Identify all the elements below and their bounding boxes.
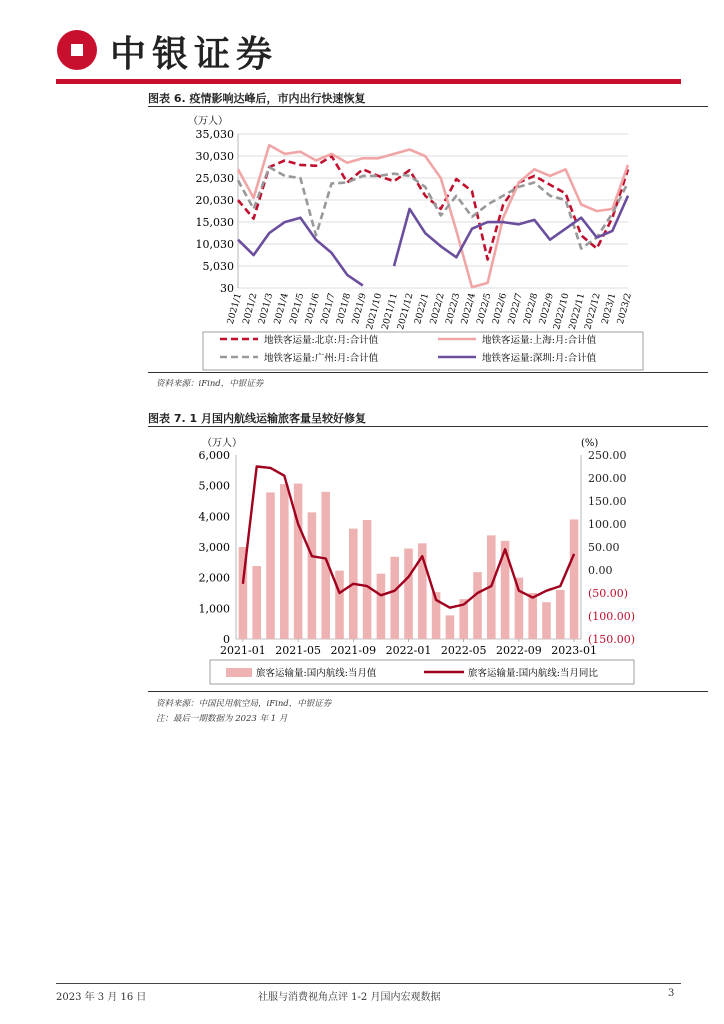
figure6-x-tick: 2021/3	[257, 292, 276, 326]
figure6-bottom-rule	[148, 372, 708, 373]
figure7-bar	[473, 572, 482, 639]
figure7-top-rule	[148, 426, 708, 427]
figure7-x-tick: 2021-01	[220, 644, 266, 657]
figure7-bar	[528, 593, 537, 639]
figure7-right-unit: (%)	[581, 438, 599, 449]
footer-doc-title: 社服与消费视角点评 1-2 月国内宏观数据	[258, 992, 441, 1003]
figure7-left-tick: 1,000	[198, 602, 230, 616]
figure6-x-tick: 2023/1	[600, 292, 619, 326]
figure7-x-tick: 2023-01	[551, 644, 597, 657]
figure6-legend-label: 地铁客运量:北京:月:合计值	[264, 335, 379, 346]
figure7-x-tick: 2022-01	[385, 644, 432, 657]
figure6-x-tick: 2022/11	[567, 292, 588, 331]
figure6-y-tick: 30	[220, 282, 234, 295]
figure6-x-tick: 2022/8	[522, 292, 541, 326]
figure7-x-tick: 2021-05	[275, 644, 321, 657]
figure7-bar	[266, 492, 275, 639]
figure6-x-tick: 2022/3	[444, 292, 463, 326]
figure7-right-tick: 50.00	[588, 541, 620, 554]
figure6-y-tick: 30,030	[195, 150, 234, 163]
figure7-right-tick: (150.00)	[588, 633, 636, 646]
figure6-top-rule	[148, 106, 708, 107]
figure6-x-tick: 2021/12	[396, 292, 416, 331]
figure6-x-tick: 2022/12	[583, 292, 603, 331]
figure6-legend-label: 地铁客运量:深圳:月:合计值	[482, 353, 597, 364]
figure6-x-tick: 2021/1	[226, 292, 244, 326]
header-red-bar	[56, 79, 681, 84]
figure7-right-tick: 250.00	[588, 449, 627, 462]
figure7-right-tick: 0.00	[588, 564, 613, 577]
figure7-bar	[252, 566, 261, 639]
figure6-y-tick: 35,030	[195, 128, 234, 141]
figure6-x-tick: 2022/9	[538, 292, 556, 326]
figure7-x-tick: 2021-09	[330, 644, 377, 657]
footer-date: 2023 年 3 月 16 日	[56, 992, 147, 1003]
figure6-x-tick: 2022/2	[428, 292, 447, 326]
figure6-x-tick: 2022/10	[552, 292, 572, 331]
figure6-legend-label: 地铁客运量:广州:月:合计值	[264, 353, 379, 364]
figure7-legend-line-label: 旅客运输量:国内航线:当月同比	[468, 668, 598, 679]
figure6-x-tick: 2021/8	[335, 292, 354, 326]
figure6-title: 图表 6. 疫情影响达峰后，市内出行快速恢复	[148, 92, 366, 105]
figure7-left-tick: 3,000	[198, 541, 230, 554]
figure6-x-tick: 2021/4	[272, 292, 291, 326]
figure7-left-tick: 2,000	[198, 571, 230, 585]
figure7-left-unit: （万人）	[202, 438, 242, 449]
figure7-bottom-rule	[148, 691, 708, 692]
figure7-legend-bar-swatch	[226, 668, 252, 677]
figure7-right-tick: 100.00	[588, 518, 627, 531]
figure7-right-tick: 150.00	[588, 495, 627, 508]
figure6-x-tick: 2021/7	[319, 292, 338, 326]
footer-page-number: 3	[668, 988, 675, 999]
figure7-left-tick: 5,000	[198, 479, 230, 493]
figure7-bar	[308, 512, 317, 639]
figure6-x-tick: 2021/2	[241, 292, 260, 326]
figure7-bar	[570, 519, 579, 639]
figure7-bar	[542, 602, 551, 639]
company-logo-icon	[57, 30, 97, 70]
figure7-source: 资料来源：中国民用航空局，iFind，中银证券	[156, 699, 332, 709]
figure6-x-tick: 2022/6	[491, 292, 510, 326]
figure7-note: 注：最后一期数据为 2023 年 1 月	[156, 714, 288, 724]
figure7-x-tick: 2022-05	[440, 644, 487, 657]
figure6-x-tick: 2021/5	[288, 292, 307, 326]
figure6-x-tick: 2021/6	[304, 292, 322, 326]
figure6-x-tick: 2022/4	[460, 292, 478, 326]
footer-rule	[56, 983, 681, 984]
figure6-y-tick: 10,030	[195, 238, 234, 251]
figure7-right-tick: 200.00	[588, 472, 627, 485]
brand-name: 中银证券	[110, 34, 279, 75]
figure6-legend-label: 地铁客运量:上海:月:合计值	[482, 335, 597, 346]
figure6-y-tick: 15,030	[195, 216, 234, 229]
figure7-title: 图表 7. 1 月国内航线运输旅客量呈较好修复	[148, 412, 366, 425]
figure6-x-tick: 2021/10	[364, 292, 385, 331]
figure7-bar	[446, 615, 455, 639]
figure7-left-tick: 4,000	[198, 510, 230, 524]
figure7-bar	[404, 549, 413, 639]
figure7-left-tick: 0	[223, 633, 230, 646]
figure6-source: 资料来源：iFind，中银证券	[156, 379, 264, 389]
figure7-chart	[148, 428, 708, 690]
figure7-bar	[294, 484, 303, 639]
figure6-x-tick: 2022/5	[475, 292, 494, 326]
figure7-right-tick: (50.00)	[588, 587, 629, 600]
figure6-x-tick: 2022/1	[413, 292, 432, 326]
figure6-x-tick: 2021/9	[350, 292, 369, 326]
figure7-bar	[363, 520, 372, 639]
figure6-y-tick: 5,030	[202, 260, 234, 273]
figure6-chart	[148, 108, 708, 373]
figure7-bar	[515, 578, 524, 639]
figure6-series-line-3	[238, 196, 628, 286]
figure6-unit-label: （万人）	[188, 116, 228, 127]
figure7-bar	[335, 571, 344, 639]
figure7-left-tick: 6,000	[198, 449, 230, 462]
figure7-bar	[377, 574, 386, 639]
figure6-x-tick: 2021/11	[380, 292, 400, 331]
figure7-legend-bar-label: 旅客运输量:国内航线:当月值	[256, 668, 377, 679]
figure7-right-tick: (100.00)	[588, 610, 636, 623]
figure7-bar	[390, 557, 399, 639]
figure6-y-tick: 20,030	[195, 194, 234, 207]
figure6-x-tick: 2023/2	[616, 292, 634, 326]
figure7-bar	[556, 590, 565, 639]
figure6-x-tick: 2022/7	[506, 292, 525, 326]
figure7-x-tick: 2022-09	[496, 644, 542, 657]
figure7-bar	[280, 484, 289, 639]
logo-center-square	[71, 44, 83, 56]
figure6-y-tick: 25,030	[195, 172, 234, 185]
